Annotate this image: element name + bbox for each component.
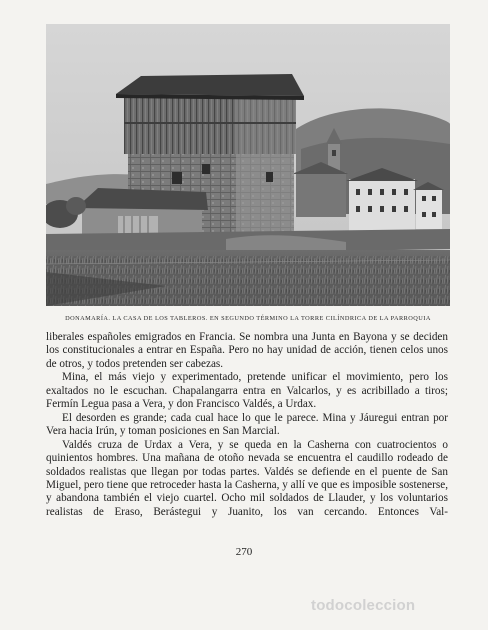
photo-caption: DONAMARÍA. LA CASA DE LOS TABLEROS. EN SEGUNDO TÉRMINO LA TORRE CILÍNDRICA DE LA PARROQUIA xyxy=(65,315,431,322)
paragraph: Mina, el más viejo y experimentado, pretende unificar el movimiento, pero los exaltados no le escuchan. Chapalangarra entra en Valcarlos, y es acribillado a tiros; Fermín Legua pasa a Vera, y don Francisco Valdés, a Urdax. xyxy=(46,371,448,411)
photograph-image xyxy=(46,24,450,306)
photograph xyxy=(46,24,450,306)
watermark: todocoleccion xyxy=(311,597,416,614)
paragraph: liberales españoles emigrados en Francia. Se nombra una Junta en Bayona y se deciden los constitucionales a entrar en España. Pero no hay unidad de acción, tienen celos unos de otros, y todos pretenden ser cabezas. xyxy=(46,331,448,370)
body-text xyxy=(46,331,448,519)
paragraph: Valdés cruza de Urdax a Vera, y se queda en la Casherna con cuatrocientos o quinientos hombres. Una mañana de otoño nevada se encuentra el caudillo rodeado de soldados realistas que llegan por todas partes. Valdés se defiende en el puente de San Miguel, pero tiene que retroceder hasta la Casherna, y allí ve que es imposible sostenerse, y abandona también el viejo cuartel. Ocho mil soldados de Llauder, y los voluntarios realistas de Eraso, Berástegui y Juanito, los van cercando. Entonces Val- xyxy=(46,438,448,518)
paragraph: El desorden es grande; cada cual hace lo que le parece. Mina y Jáuregui entran por Vera hacia Irún, y toman posiciones en San Marcial. xyxy=(46,411,448,438)
page-number: 270 xyxy=(235,546,253,558)
